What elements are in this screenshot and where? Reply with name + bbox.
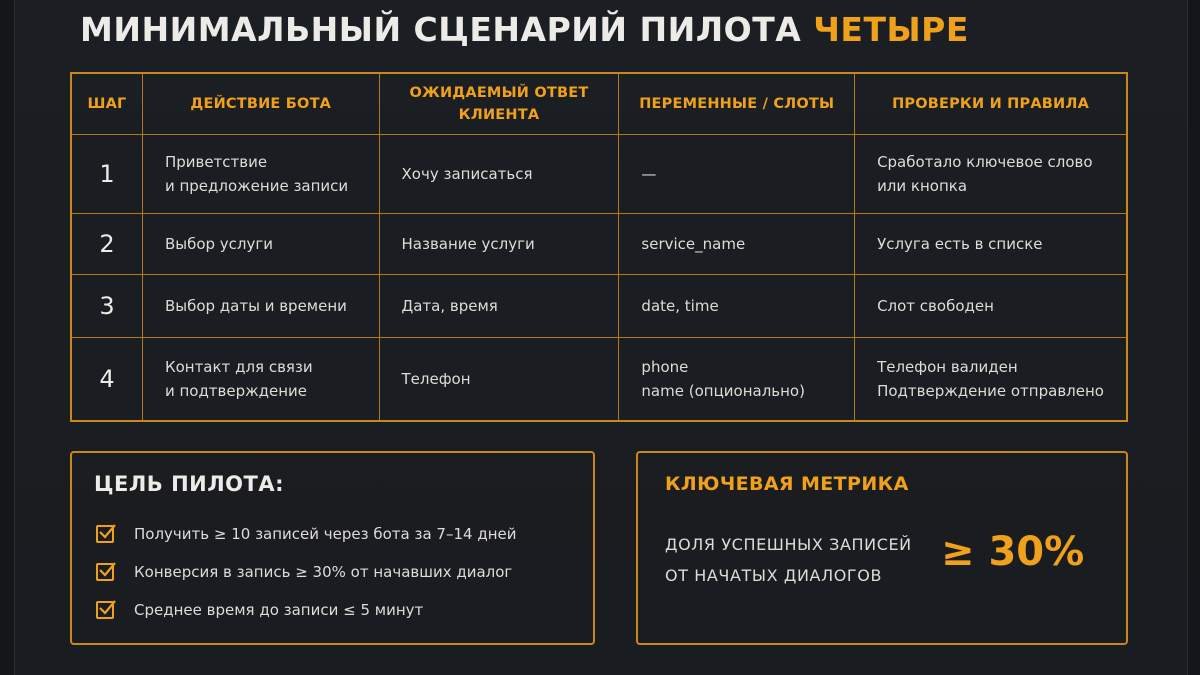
cell-text: Телефон валиден — [877, 358, 1018, 376]
cell-text: Слот свободен — [877, 297, 994, 315]
cell-text: Подтверждение отправлено — [877, 382, 1104, 400]
column-header-response: ОЖИДАЕМЫЙ ОТВЕТ КЛИЕНТА — [379, 73, 619, 135]
checks-cell — [855, 135, 1127, 214]
step-number: 2 — [71, 214, 142, 275]
key-metric-description-line: ДОЛЯ УСПЕШНЫХ ЗАПИСЕЙ — [665, 535, 912, 554]
slots-cell — [619, 135, 855, 214]
page-title — [80, 10, 969, 49]
table-row — [71, 275, 1127, 338]
page-title-main: МИНИМАЛЬНЫЙ СЦЕНАРИЙ ПИЛОТА — [80, 10, 802, 49]
goal-item-text: Получить ≥ 10 записей через бота за 7–14 дней — [134, 525, 517, 543]
key-metric-title: КЛЮЧЕВАЯ МЕТРИКА — [665, 473, 909, 495]
goal-item-text: Конверсия в запись ≥ 30% от начавших диалог — [134, 563, 513, 581]
page-title-accent: ЧЕТЫРЕ — [813, 10, 969, 49]
column-header-checks: ПРОВЕРКИ И ПРАВИЛА — [855, 73, 1127, 135]
bot-action-cell — [142, 275, 379, 338]
checks-cell — [855, 214, 1127, 275]
cell-text: или кнопка — [877, 177, 968, 195]
column-header-step: ШАГ — [71, 73, 142, 135]
list-item — [96, 515, 517, 553]
cell-text: Дата, время — [401, 297, 498, 315]
checkbox-checked-icon — [96, 601, 114, 619]
table-row — [71, 135, 1127, 214]
cell-text: Сработало ключевое слово — [877, 153, 1093, 171]
table-row — [71, 214, 1127, 275]
client-response-cell — [379, 135, 619, 214]
step-number: 4 — [71, 338, 142, 422]
cell-text: Телефон — [401, 370, 471, 388]
column-header-action: ДЕЙСТВИЕ БОТА — [142, 73, 379, 135]
slots-cell — [619, 214, 855, 275]
bot-action-cell — [142, 338, 379, 422]
pilot-goal-card — [70, 451, 595, 645]
step-number: 3 — [71, 275, 142, 338]
cell-text: Контакт для связи — [164, 358, 313, 376]
cell-text: date, time — [641, 297, 719, 315]
column-header-slots: ПЕРЕМЕННЫЕ / СЛОТЫ — [619, 73, 855, 135]
table-row — [71, 338, 1127, 422]
cell-text: service_name — [641, 235, 746, 253]
cell-text: Выбор даты и времени — [164, 297, 347, 315]
cell-text: и предложение записи — [164, 177, 349, 195]
key-metric-description — [665, 529, 912, 591]
table-header-row — [71, 73, 1127, 135]
cell-text: Название услуги — [401, 235, 535, 253]
client-response-cell — [379, 275, 619, 338]
cell-text: Услуга есть в списке — [877, 235, 1043, 253]
client-response-cell — [379, 338, 619, 422]
cell-text: name (опционально) — [641, 382, 805, 400]
pilot-goal-list — [96, 515, 517, 629]
cell-text: и подтверждение — [164, 382, 308, 400]
bot-action-cell — [142, 214, 379, 275]
step-number: 1 — [71, 135, 142, 214]
list-item — [96, 591, 517, 629]
pilot-goal-title: ЦЕЛЬ ПИЛОТА: — [94, 472, 285, 496]
cell-text: Приветствие — [164, 153, 268, 171]
cell-text: phone — [641, 358, 689, 376]
key-metric-card — [636, 451, 1128, 645]
scenario-table — [70, 72, 1128, 422]
cell-text: Выбор услуги — [164, 235, 274, 253]
checkbox-checked-icon — [96, 563, 114, 581]
checkbox-checked-icon — [96, 525, 114, 543]
slots-cell — [619, 338, 855, 422]
client-response-cell — [379, 214, 619, 275]
slots-cell — [619, 275, 855, 338]
key-metric-description-line: ОТ НАЧАТЫХ ДИАЛОГОВ — [665, 566, 883, 585]
checks-cell — [855, 275, 1127, 338]
list-item — [96, 553, 517, 591]
checks-cell — [855, 338, 1127, 422]
key-metric-value: ≥ 30% — [941, 529, 1085, 575]
goal-item-text: Среднее время до записи ≤ 5 минут — [134, 601, 424, 619]
cell-text: Хочу записаться — [401, 165, 533, 183]
cell-text: — — [641, 165, 657, 183]
bot-action-cell — [142, 135, 379, 214]
